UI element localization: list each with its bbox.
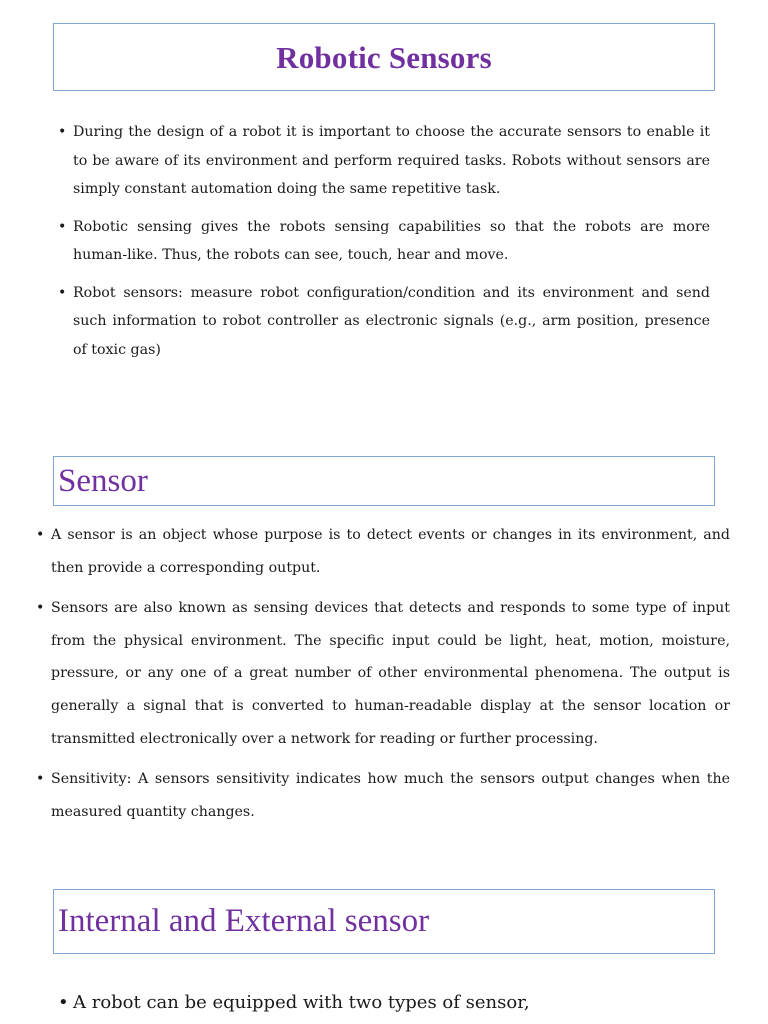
internal-external-bullet-list (73, 988, 710, 1018)
intro-bullet-list (73, 118, 710, 373)
page-title: Robotic Sensors (276, 39, 492, 75)
list-item: • Sensors are also known as sensing devices that detects and responds to some type of input from the physical environment. The specific input could be light, heat, motion, moisture, pressure, or any one of a great number of other environmental phenomena. The output is generally a signal that is converted to human-readable display at the sensor location or transmitted electronically over a network for reading or further processing. (51, 592, 730, 755)
list-item: • Robot sensors: measure robot configuration/condition and its environment and send such information to robot controller as electronic signals (e.g., arm position, presence of toxic gas) (73, 279, 710, 365)
list-item: • Sensitivity: A sensors sensitivity indicates how much the sensors output changes when the measured quantity changes. (51, 763, 730, 828)
list-item: • A sensor is an object whose purpose is to detect events or changes in its environment, and then provide a corresponding output. (51, 519, 730, 584)
title-box (53, 23, 715, 91)
list-item: • A robot can be equipped with two types of sensor, (73, 988, 710, 1018)
sensor-heading-box (53, 456, 715, 506)
list-item: • During the design of a robot it is important to choose the accurate sensors to enable it to be aware of its environment and perform required tasks. Robots without sensors are simply constant automation doing the same repetitive task. (73, 118, 710, 204)
internal-external-heading: Internal and External sensor (58, 903, 430, 939)
sensor-heading: Sensor (58, 462, 148, 499)
sensor-bullet-list (51, 519, 730, 836)
list-item: • Robotic sensing gives the robots sensing capabilities so that the robots are more human-like. Thus, the robots can see, touch, hear and move. (73, 213, 710, 270)
internal-external-heading-box (53, 889, 715, 954)
